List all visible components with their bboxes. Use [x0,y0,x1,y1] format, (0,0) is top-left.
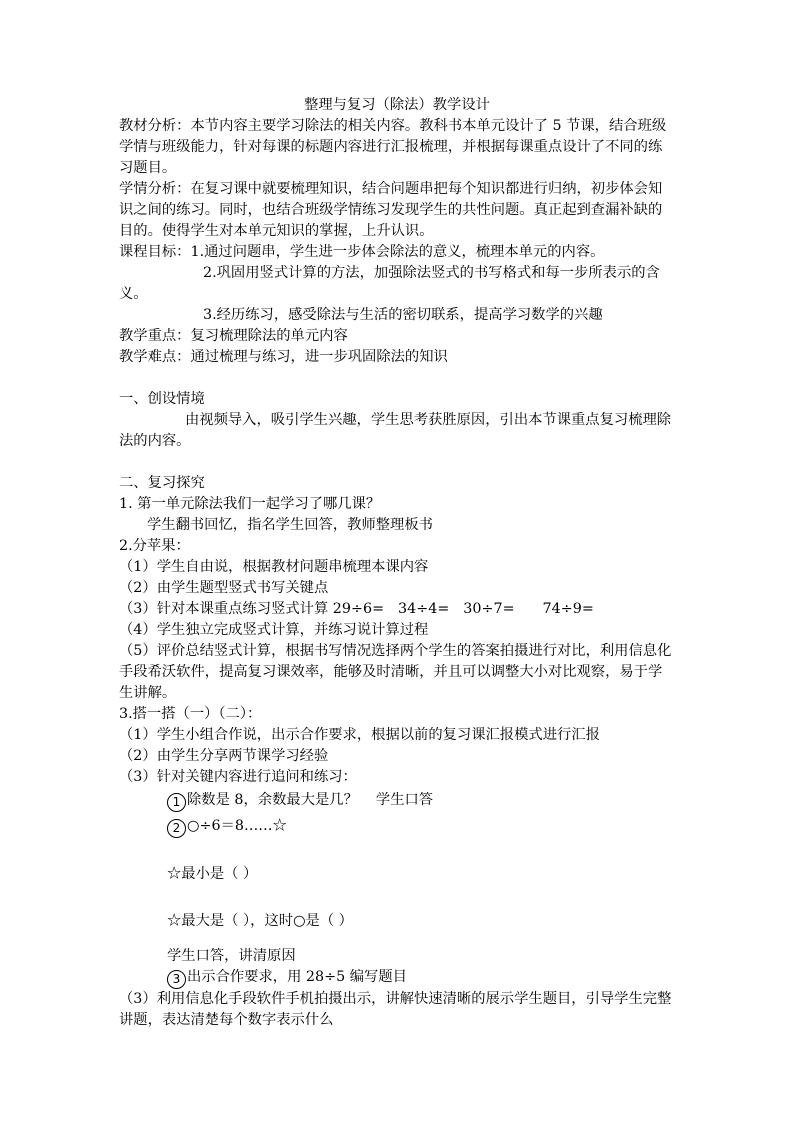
circled-number-2: 2 [167,819,186,838]
min-question: ☆最小是（ ） [167,866,258,882]
q2-item-3-text: （3）针对本课重点练习竖式计算 29÷6= [119,601,385,617]
section2-heading: 二、复习探究 [119,475,205,491]
objective-1-text: 1.通过问题串，学生进一步体会除法的意义，梳理本单元的内容。 [190,244,605,260]
material-analysis: 教材分析：本节内容主要学习除法的相关内容。教科书本单元设计了 5 节课，结合班级学情与班级能力，针对每课的标题内容进行汇报梳理，并根据每课重点设计了不同的练习题目。 [119,118,667,176]
circled-number-1: 1 [167,793,186,812]
sub-question-3 [119,967,675,989]
q2-item-2: （2）由学生题型竖式书写关键点 [119,580,329,596]
objective-2-text: 2.巩固用竖式计算的方法，加强除法竖式的书写格式和每一步所表示的含义。 [119,265,660,302]
key-point: 教学重点：复习梳理除法的单元内容 [119,328,348,344]
sub-question-1 [119,790,675,812]
sub-question-2 [119,816,675,838]
document-title: 整理与复习（除法）教学设计 [304,97,490,113]
sub-question-1-answer: 学生口答 [375,792,434,808]
question-3: 3.搭一搭（一）（二）： [119,706,262,722]
question-1: 1. 第一单元除法我们一起学习了哪几课？ [119,496,381,512]
sub-question-1-text: 除数是 8，余数最大是几？ [187,792,358,808]
objective-1 [119,242,675,263]
question-2: 2.分苹果： [119,538,190,554]
q2-item-3 [119,599,675,620]
document-page [119,95,675,1031]
q2-item-4: （4）学生独立完成竖式计算，并练习说计算过程 [119,622,429,638]
final-item: （3）利用信息化手段软件手机拍摄出示，讲解快速清晰的展示学生题目，引导学生完整讲题，表达清楚每个数字表示什么 [119,991,672,1028]
q2-item-5: （5）评价总结竖式计算，根据书写情况选择两个学生的答案拍摄进行对比，利用信息化手段希沃软件，提高复习课效率，能够及时清晰，并且可以调整大小对比观察，易于学生讲解。 [119,643,672,701]
sub-question-2-text: ○÷6＝8……☆ [187,818,287,834]
circled-number-3: 3 [167,970,186,989]
q3-item-1: （1）学生小组合作说，出示合作要求，根据以前的复习课汇报模式进行汇报 [119,727,600,743]
q2-item-1: （1）学生自由说，根据教材问题串梳理本课内容 [119,559,429,575]
sub-question-3-text: 出示合作要求，用 28÷5 编写题目 [187,969,407,985]
calc-3: 30÷7= [463,601,515,617]
section1-text: 由视频导入，吸引学生兴趣，学生思考获胜原因，引出本节课重点复习梳理除法的内容。 [119,412,672,449]
difficulty: 教学难点：通过梳理与练习，进一步巩固除法的知识 [119,349,448,365]
max-question: ☆最大是（ ），这时○是（ ） [167,913,353,929]
calc-4: 74÷9= [542,601,594,617]
objective-3: 3.经历练习，感受除法与生活的密切联系，提高学习数学的兴趣 [203,307,603,323]
calc-2: 34÷4= [398,601,450,617]
section1-heading: 一、创设情境 [119,391,205,407]
q3-item-2: （2）由学生分享两节课学习经验 [119,748,329,764]
question-1-note: 学生翻书回忆，指名学生回答，教师整理板书 [147,517,433,533]
objectives-label: 课程目标： [119,244,191,260]
student-analysis: 学情分析：在复习课中就要梳理知识，结合问题串把每个知识都进行归纳，初步体会知识之间的练习。同时，也结合班级学情练习发现学生的共性问题。真正起到查漏补缺的目的。使得学生对本单元知识的掌握，上升认识。 [119,181,663,239]
q3-item-3: （3）针对关键内容进行追问和练习： [119,769,357,785]
explain-text: 学生口答，讲清原因 [167,948,296,964]
objective-2 [119,263,675,305]
